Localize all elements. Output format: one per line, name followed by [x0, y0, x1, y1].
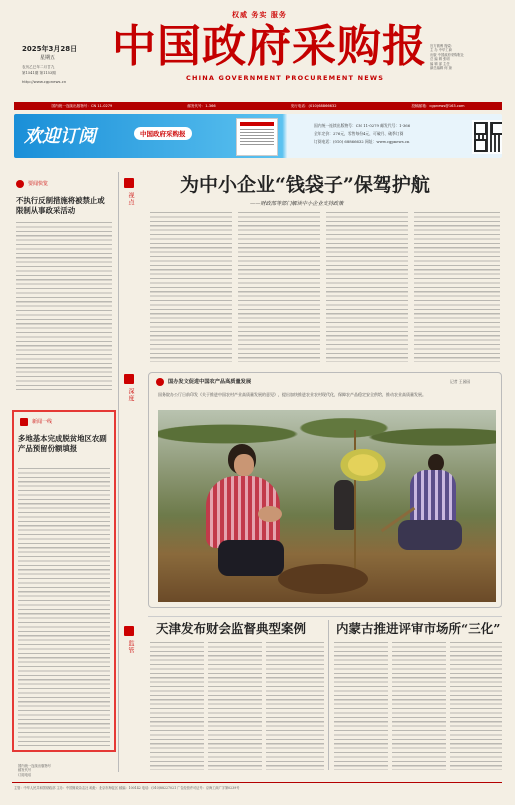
- lead-subhead: ——财政部等部门解读中小企业支持政策: [250, 201, 344, 207]
- masthead-slogan: 权威 务实 服务: [232, 11, 287, 19]
- footer-rule: [12, 782, 502, 783]
- lead-headline: 为中小企业“钱袋子”保驾护航: [180, 174, 430, 196]
- section-2-label: 深度: [127, 388, 134, 402]
- issue-line-1: 农历乙巳年二月廿九: [22, 65, 55, 69]
- right-info-line: 主 办 中华工商: [430, 48, 452, 53]
- bottom-divider: [148, 616, 502, 617]
- highlighted-article-text: [18, 468, 110, 746]
- feature-icon: [156, 378, 164, 386]
- bottom-left-col-1: [150, 642, 204, 770]
- section-3-icon: [124, 626, 134, 636]
- bottom-left-col-3: [266, 642, 324, 770]
- banner-detail-line: 订阅电话：(010) 68866632 网址：www.cgpnews.cn: [314, 139, 410, 144]
- section-2-icon: [124, 374, 134, 384]
- banner-detail-line: 国内统一连续出版物号：CN 11-0279 邮发代号：1-366: [314, 123, 411, 128]
- info-bar-item: 投稿邮箱：cgpnews@163.com: [411, 104, 465, 108]
- farm-photo: [158, 410, 496, 602]
- section-1-label: 视点: [127, 192, 134, 206]
- section-3-label: 监管: [127, 640, 134, 654]
- masthead-title: 中国政府采购报: [112, 21, 427, 72]
- right-info-line: 出版 中国政府采购报社: [430, 52, 465, 57]
- bottom-column-divider: [328, 620, 329, 770]
- lead-column-3: [326, 212, 408, 362]
- left-footer: [18, 764, 110, 777]
- frontline-label: 新闻一线: [32, 419, 53, 425]
- bottom-left-headline: 天津发布财会监督典型案例: [156, 621, 307, 636]
- pen-icon: [20, 418, 28, 426]
- issue-line-2: 第1541期 第1153期: [22, 71, 56, 75]
- left-footer-line: 订阅电话: [18, 772, 32, 777]
- right-info-line: 副总编辑 何 琼: [430, 66, 452, 71]
- banner-details: [314, 122, 464, 146]
- news-brief-label: 要闻快览: [28, 181, 49, 187]
- lead-column-1: [150, 212, 232, 362]
- lead-column-2: [238, 212, 320, 362]
- info-bar-item: 国内统一连续出版物号：CN 11-0279: [51, 104, 113, 108]
- left-article-text: [16, 222, 112, 390]
- right-info-line: 官方微博 搜索：: [430, 44, 455, 48]
- right-info-line: 总 编 辑 张明: [430, 57, 450, 62]
- banner-newspaper-thumb: [236, 118, 278, 156]
- banner-welcome: 欢迎订阅: [24, 126, 96, 147]
- masthead: [0, 0, 515, 100]
- right-info-line: 编 辑 部 主任: [430, 61, 450, 66]
- photo-caption-meta: 记者 王园园: [450, 379, 471, 384]
- photo-caption-title: 国办发文促进中国农产品高质量发展: [168, 379, 252, 385]
- left-column-divider: [118, 172, 119, 772]
- bottom-left-col-2: [208, 642, 262, 770]
- bottom-right-col-3: [450, 642, 502, 770]
- info-bar-item: 邮发代号：1-366: [187, 104, 216, 108]
- lead-column-4: [414, 212, 500, 362]
- issue-weekday: 星期五: [40, 55, 56, 61]
- qr-code-icon: [472, 120, 502, 154]
- left-footer-line: 国内统一连续出版物号: [18, 764, 51, 768]
- website: http://www.cgpnews.cn: [22, 79, 67, 84]
- bottom-right-col-2: [392, 642, 446, 770]
- bell-icon: [16, 180, 24, 188]
- issue-date: 2025年3月28日: [22, 45, 78, 53]
- photo-caption-text: 国务院办公厅日前印发《关于推进中国农村产业高质量发展的意见》，提出加快推进农业农村现代化，保障农产品稳定安全供给，推动农业高质量发展。: [158, 392, 426, 397]
- subscription-banner: [14, 114, 502, 158]
- info-bar: [14, 102, 502, 110]
- banner-detail-line: 全年定价：276元，零售每份4元，可破月、破季订阅: [314, 131, 404, 136]
- bottom-right-col-1: [334, 642, 388, 770]
- left-headline: 不执行反制措施将被禁止或限制从事政采活动: [16, 196, 105, 215]
- left-footer-line: 邮发代号: [18, 768, 32, 773]
- page-footer: 主管：中华人民共和国财政部 主办：中国财政杂志社 地址：北京市海淀区 邮编：100142 电话：(010)88227021 广告经营许可证号：京海工商广字第0239号: [14, 786, 240, 790]
- info-bar-item: 发行电话：(010)68866632: [290, 104, 337, 108]
- right-info: [430, 44, 500, 70]
- highlighted-headline: 多地基本完成脱贫地区农副产品预留份额填报: [18, 434, 107, 453]
- bottom-right-headline: 内蒙古推进评审市场所“三化”: [336, 621, 501, 636]
- masthead-english: CHINA GOVERNMENT PROCUREMENT NEWS: [186, 74, 385, 82]
- section-1-icon: [124, 178, 134, 188]
- banner-paper-name: 中国政府采购报: [134, 127, 192, 140]
